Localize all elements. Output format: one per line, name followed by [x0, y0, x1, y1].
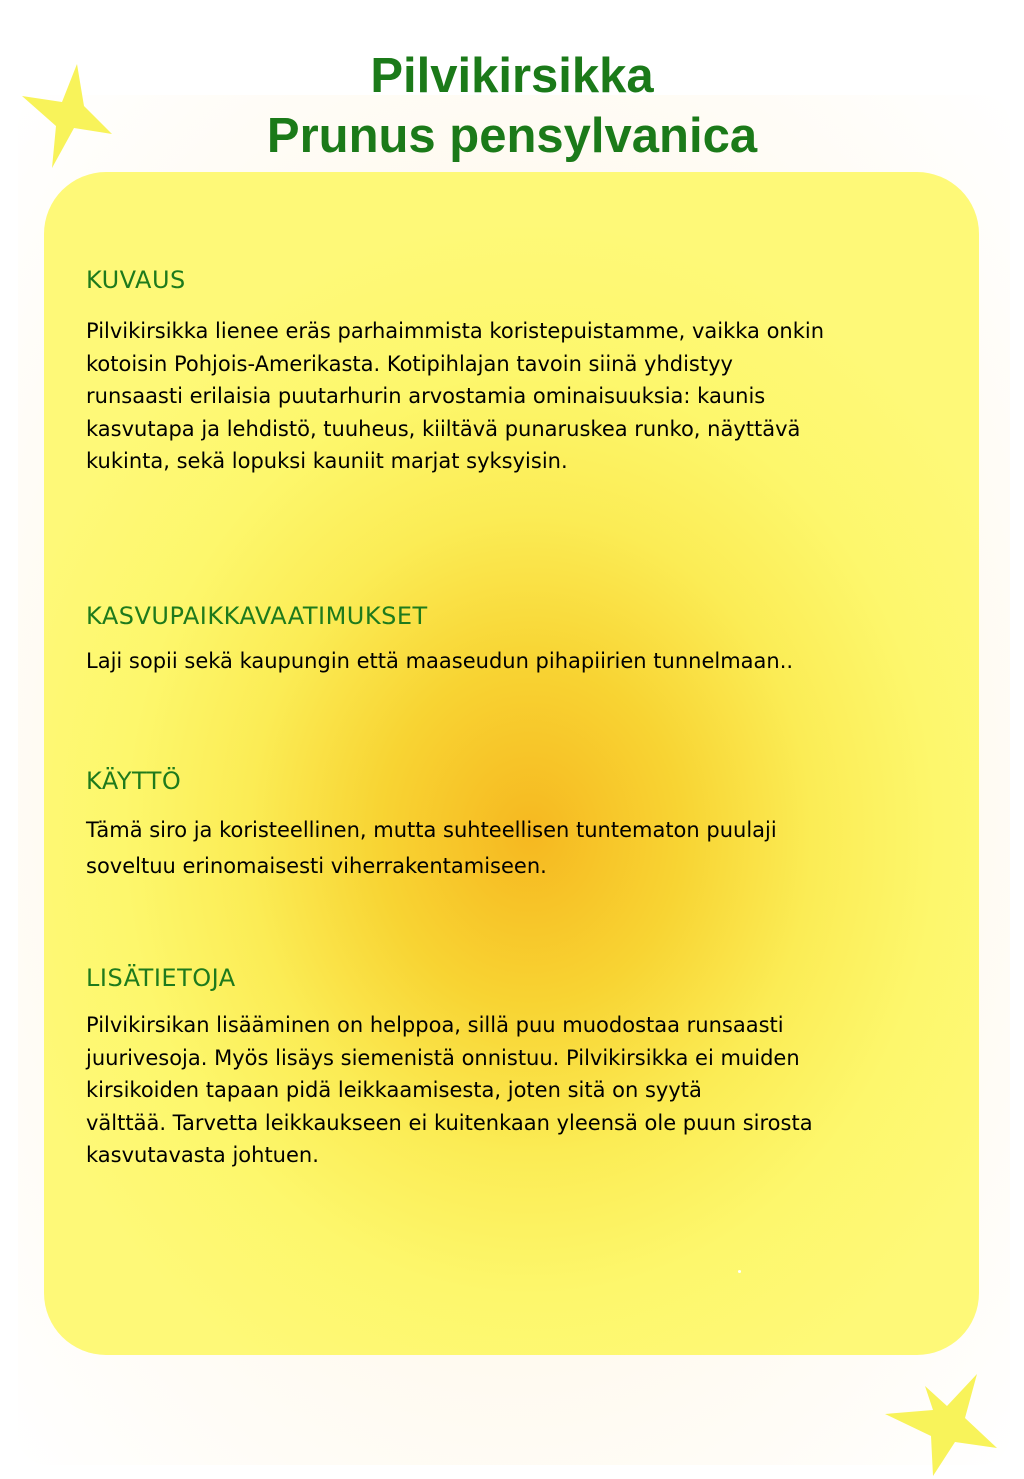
body-line: runsaasti erilaisia puutarhurin arvostamia ominaisuuksia: kaunis [86, 384, 766, 408]
body-line: soveltuu erinomaisesti viherrakentamiseen. [86, 854, 547, 878]
body-line: kotoisin Pohjois-Amerikasta. Kotipihlajan tavoin siinä yhdistyy [86, 351, 733, 376]
section-body-lisatietoja [86, 1009, 956, 1172]
section-heading-lisatietoja: LISÄTIETOJA [86, 964, 236, 992]
section-body-kaytto [86, 812, 956, 884]
body-line: Pilvikirsikka lienee eräs parhaimmista koristepuistamme, vaikka onkin [86, 319, 825, 343]
star-icon [885, 1372, 997, 1476]
title-latin-name: Prunus pensylvanica [266, 109, 758, 163]
section-heading-kasvupaikkavaatimukset: KASVUPAIKKAVAATIMUKSET [86, 602, 428, 630]
body-line: kirsikoiden tapaan pidä leikkaamisesta, joten sitä on syytä [86, 1078, 702, 1102]
body-line: välttää. Tarvetta leikkaukseen ei kuitenkaan yleensä ole puun sirosta [86, 1110, 813, 1135]
section-heading-kaytto: KÄYTTÖ [86, 767, 182, 795]
section-body-kuvaus [86, 315, 956, 478]
body-line: kasvutapa ja lehdistö, tuuheus, kiiltävä punaruskea runko, näyttävä [86, 416, 801, 441]
body-line: Laji sopii sekä kaupungin että maaseudun pihapiirien tunnelmaan.. [86, 649, 794, 673]
body-line: kasvutavasta johtuen. [86, 1143, 319, 1167]
decorative-dot [738, 1270, 741, 1273]
section-body-kasvupaikkavaatimukset [86, 645, 956, 678]
body-line: Tämä siro ja koristeellinen, mutta suhteellisen tuntematon puulaji [86, 818, 777, 842]
title-common-name: Pilvikirsikka [370, 49, 654, 103]
body-line: juurivesoja. Myös lisäys siemenistä onnistuu. Pilvikirsikka ei muiden [86, 1045, 800, 1070]
section-heading-kuvaus: KUVAUS [86, 266, 186, 294]
page-title [0, 46, 1024, 166]
body-line: Pilvikirsikan lisääminen on helppoa, sillä puu muodostaa runsaasti [86, 1013, 784, 1037]
body-line: kukinta, sekä lopuksi kauniit marjat syksyisin. [86, 449, 568, 473]
